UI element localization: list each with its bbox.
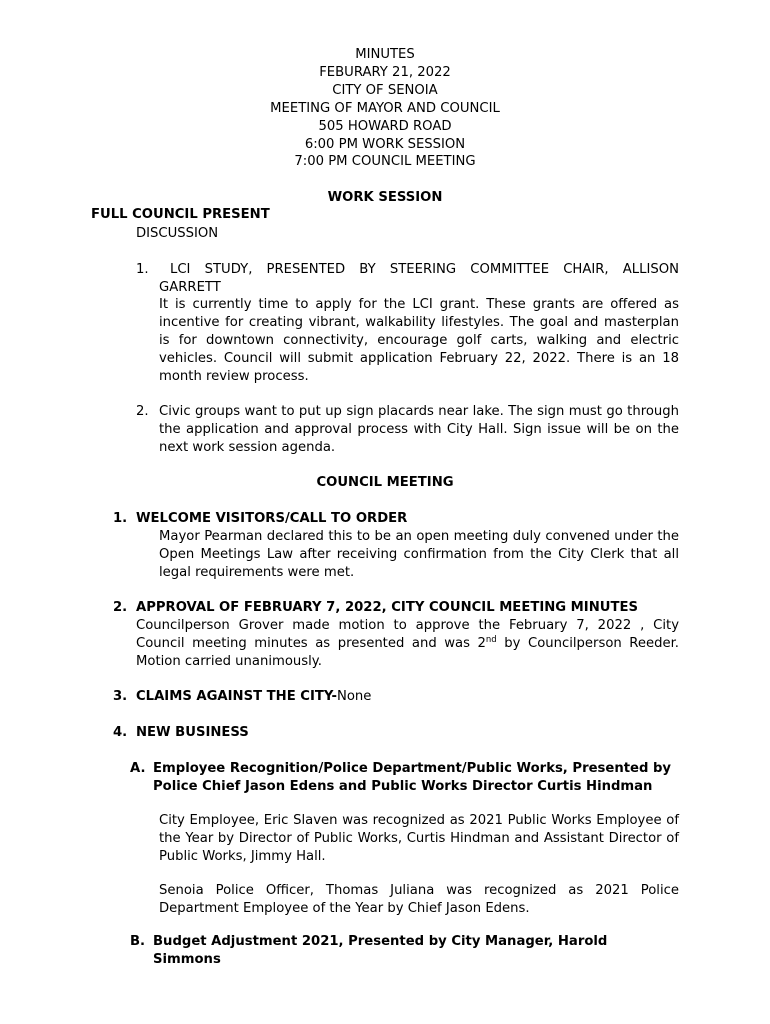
subitem-b-title: Budget Adjustment 2021, Presented by City Manager, Harold Simmons (153, 934, 608, 967)
council-meeting-heading: COUNCIL MEETING (316, 475, 454, 490)
cm-item-3-value: None (336, 689, 372, 704)
cm-item-2-number: 2. (113, 600, 128, 615)
subitem-a-para-2: Senoia Police Officer, Thomas Juliana was recognized as 2021 Police Department Employee of the Year by Chief Jason Edens. (159, 883, 679, 916)
cm-item-1-number: 1. (113, 511, 128, 526)
cm-item-1-body: Mayor Pearman declared this to be an open meeting duly convened under the Open Meetings Law after receiving confirmation from the City Clerk that all legal requirements were met. (159, 529, 679, 580)
document-header (0, 46, 770, 171)
cm-item-4-title: NEW BUSINESS (136, 725, 249, 740)
cm-item-2-body-sup: nd (485, 634, 497, 645)
ws-item-2-body: Civic groups want to put up sign placards near lake. The sign must go through the application and approval process with City Hall. Sign issue will be on the next work session agenda. (159, 404, 679, 455)
header-meeting: MEETING OF MAYOR AND COUNCIL (270, 100, 500, 116)
subitem-a-title: Employee Recognition/Police Department/Public Works, Presented by Police Chief Jason Edens and Public Works Director Curtis Hindman (153, 761, 672, 794)
ws-item-1-body: It is currently time to apply for the LCI grant. These grants are offered as incentive for creating vibrant, walkability lifestyles. The goal and masterplan is for downtown connectivity, encourage golf carts, walking and electric vehicles. Council will submit application February 22, 2022. There is an 18 month review process. (159, 297, 679, 384)
ws-item-1-number: 1. (136, 262, 149, 277)
cm-item-3-title: CLAIMS AGAINST THE CITY- (136, 689, 337, 704)
header-date: FEBURARY 21, 2022 (319, 64, 451, 80)
header-work-session-time: 6:00 PM WORK SESSION (304, 136, 466, 152)
cm-item-3-line (136, 688, 371, 706)
subitem-a-letter: A. (130, 761, 146, 776)
header-city: CITY OF SENOIA (332, 82, 438, 98)
cm-item-2-title: APPROVAL OF FEBRUARY 7, 2022, CITY COUNCIL MEETING MINUTES (136, 600, 638, 615)
cm-item-1-title: WELCOME VISITORS/CALL TO ORDER (136, 511, 408, 526)
header-address: 505 HOWARD ROAD (318, 118, 452, 134)
cm-item-4-number: 4. (113, 725, 128, 740)
header-council-meeting-time: 7:00 PM COUNCIL MEETING (294, 154, 476, 170)
cm-item-3-number: 3. (113, 689, 128, 704)
cm-item-2-body-a: Councilperson Grover made motion to approve the February 7, 2022 , City Council meeting minutes as presented and was 2 (136, 618, 679, 651)
discussion-label: DISCUSSION (136, 226, 219, 241)
subitem-a-para-1: City Employee, Eric Slaven was recognized as 2021 Public Works Employee of the Year by Director of Public Works, Curtis Hindman and Assistant Director of Public Works, Jimmy Hall. (159, 813, 679, 864)
full-council-present: FULL COUNCIL PRESENT (91, 207, 270, 222)
header-title: MINUTES (355, 47, 415, 62)
ws-item-1-title: LCI STUDY, PRESENTED BY STEERING COMMITTEE CHAIR, ALLISON (170, 262, 679, 277)
cm-item-2-body (136, 617, 679, 671)
ws-item-1-title-cont: GARRETT (159, 280, 221, 295)
subitem-b-letter: B. (130, 934, 146, 949)
cm-item-2-body-b: by Councilperson Reeder. Motion carried unanimously. (136, 635, 679, 669)
ws-item-2-number: 2. (136, 404, 149, 419)
work-session-heading: WORK SESSION (327, 190, 443, 205)
